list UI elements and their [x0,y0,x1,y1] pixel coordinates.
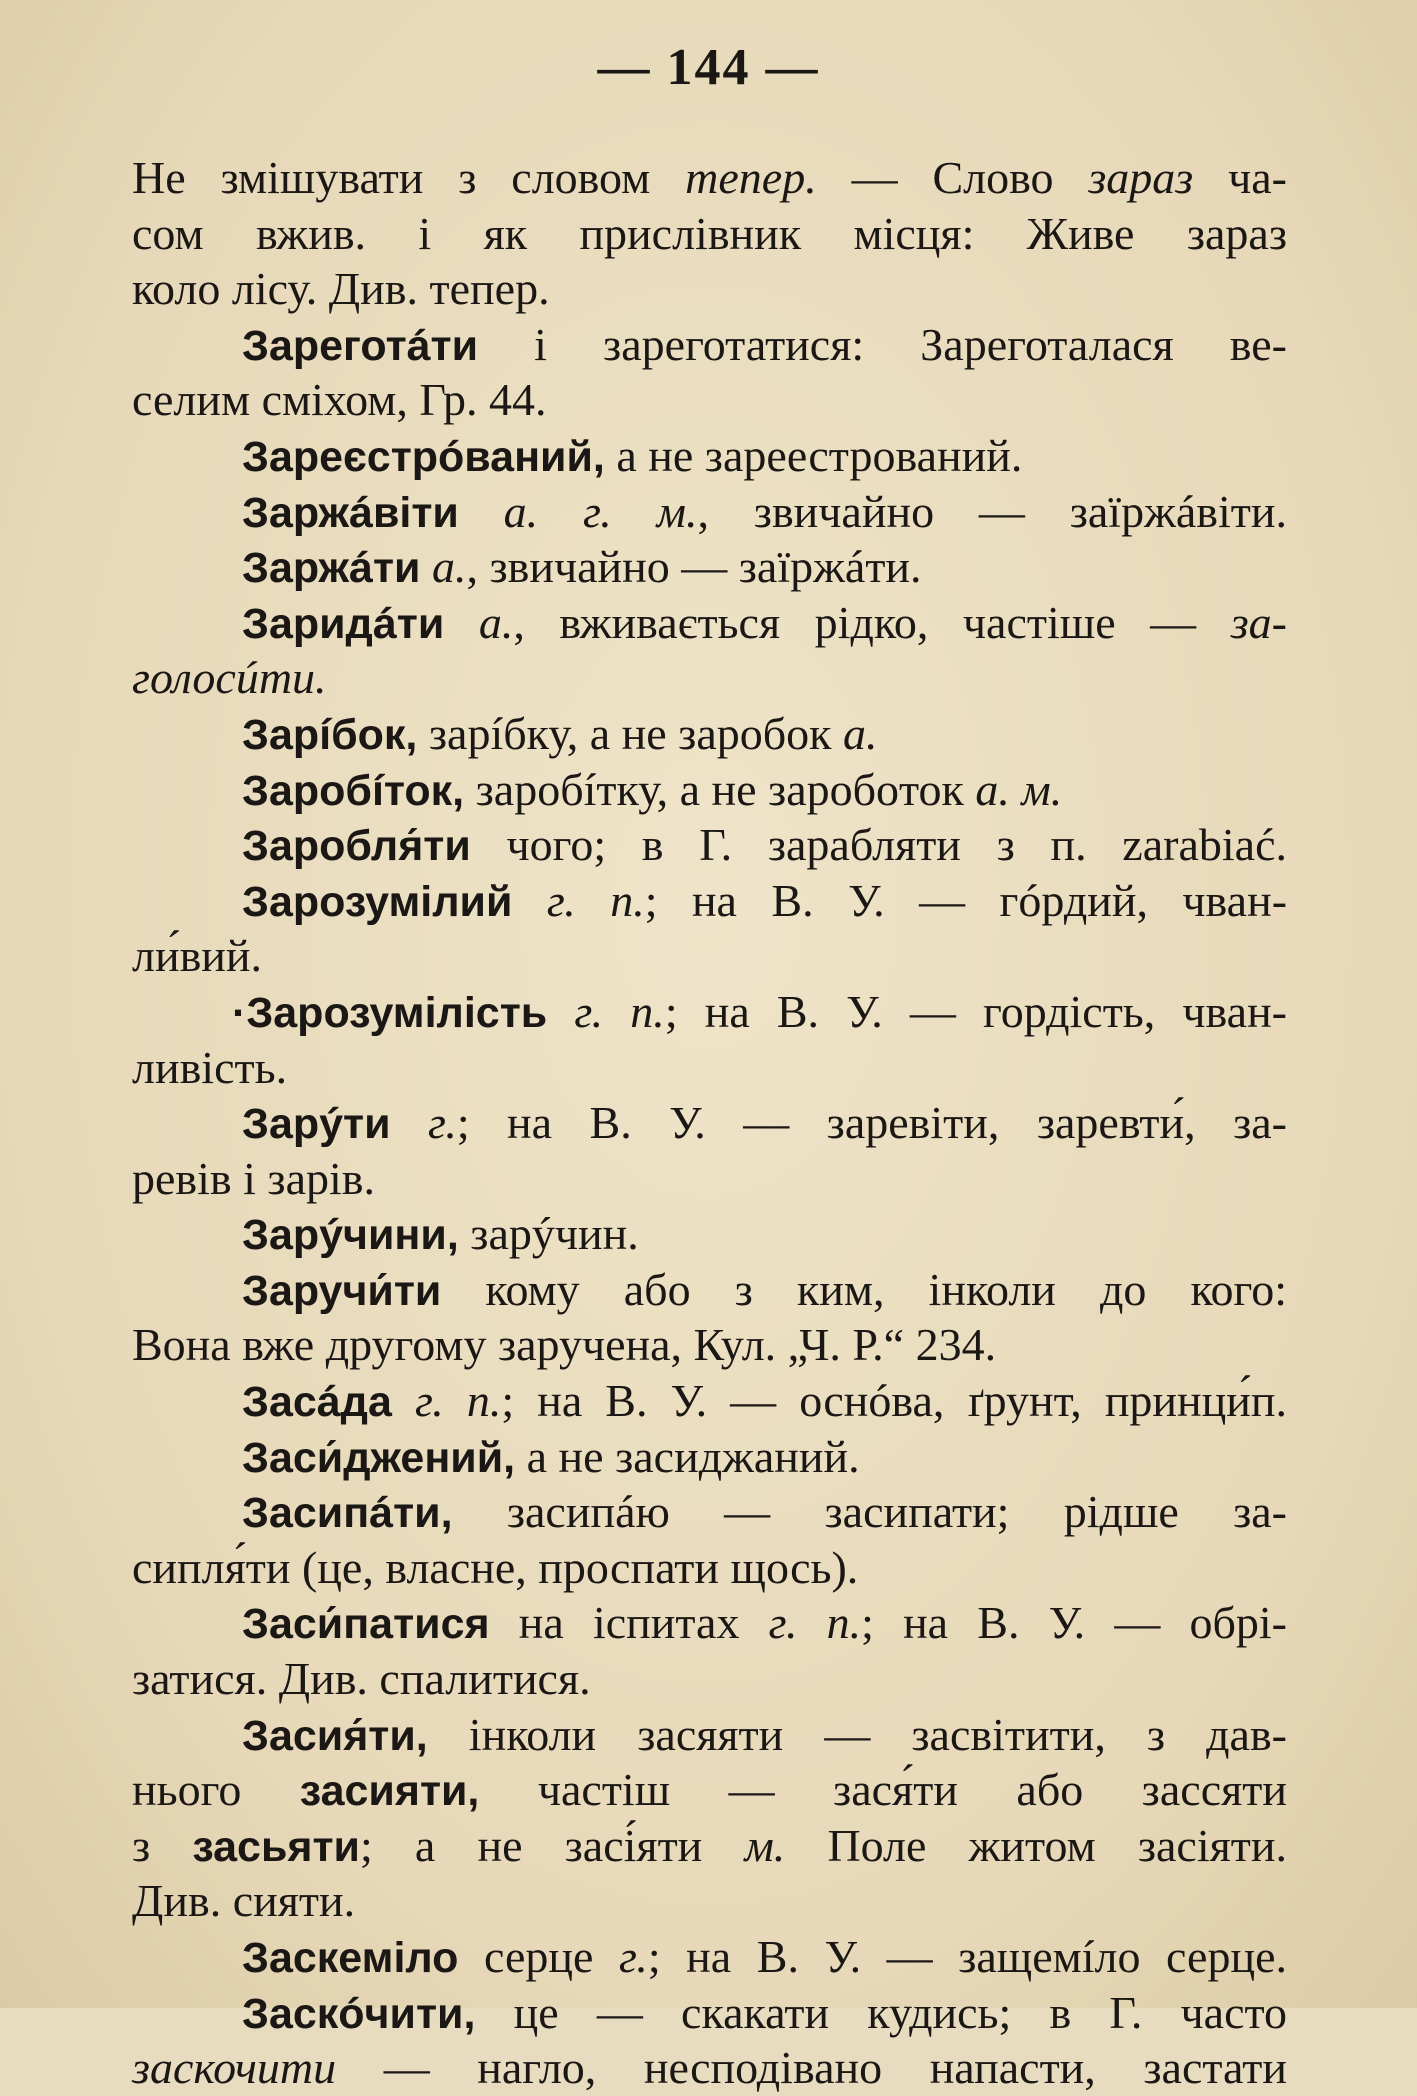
text-run: — Слово [816,152,1089,203]
dictionary-entry [132,1985,1287,2041]
text-run: зарýчин. [458,1208,639,1260]
text-run: ; на В. У. — обрі- [861,1597,1287,1649]
text-run: а не зареестрований. [604,429,1023,481]
text-run: , вживається рідко, частіше — [513,596,1231,648]
headword: Засипáти, [242,1489,453,1538]
italic-note: г. [427,1097,457,1149]
dictionary-entry [132,1929,1287,1985]
headword: Зарýти [242,1100,391,1149]
text-run [420,541,432,592]
headword: засьяти [192,1822,360,1871]
text-run: затися. Див. спалитися. [132,1653,591,1705]
text-run [547,986,574,1037]
text-line [132,1317,1287,1373]
text-line [132,928,1287,984]
headword: Заржáвіти [242,488,459,537]
text-run [392,1375,415,1426]
dictionary-entry [132,484,1287,540]
italic-note: г. п. [768,1597,862,1649]
text-line [132,1151,1287,1207]
italic-note: а. г. м. [503,485,698,537]
headword: Зарýчини, [242,1211,459,1260]
text-run: і зареготатися: Зареготалася ве- [478,318,1287,370]
dictionary-entry [132,595,1287,651]
text-run [459,486,504,537]
italic-note: г. п. [414,1375,502,1427]
dictionary-entry [132,1595,1287,1651]
text-line [132,150,1287,206]
text-run: ; на В. У. — заревіти, заревти́, за- [456,1097,1287,1149]
text-run: ; а не засі́яти [359,1819,745,1871]
text-run: ; на В. У. — защемíло серце. [647,1931,1287,1982]
dictionary-entry [132,317,1287,373]
text-run: ревів і зарів. [132,1152,376,1204]
text-line [132,1540,1287,1596]
italic-note: голосúти. [132,652,327,704]
headword: Зарíбок, [242,710,418,759]
headword: Зареготáти [242,321,479,370]
text-run: заробíтку, а не заробoток [464,763,976,815]
text-line [132,1762,1287,1818]
text-run: частіш — зася́ти або зассяти [479,1764,1287,1816]
text-run: , звичайно — заїржáвіти. [697,485,1287,537]
text-run: — нагло, несподівано напасти, застати [336,2042,1287,2094]
text-run: зарíбку, а не заробок [417,707,844,759]
headword: Заскóчити, [242,1989,476,2038]
text-line [132,1818,1287,1874]
dictionary-entry [132,1484,1287,1540]
text-run: засипáю — засипати; рідше за- [452,1486,1287,1538]
headword: Заридáти [242,599,445,648]
text-run: кому або з ким, інколи до кого: [441,1263,1287,1315]
text-run: серце [458,1931,619,1982]
text-run [391,1097,428,1148]
headword: Засáда [242,1378,392,1427]
dictionary-text [132,150,1287,2096]
text-line [132,1651,1287,1707]
text-run: а не засиджаний. [515,1430,860,1482]
italic-note: а. [478,596,514,648]
text-line [132,650,1287,706]
text-run: на іспитах [489,1597,769,1649]
headword: Заржáти [242,544,421,593]
text-run [444,597,479,648]
headword: Заси́джений, [242,1433,516,1482]
dictionary-entry [132,428,1287,484]
text-run: Не змішувати з словом [132,152,686,203]
text-run [512,875,546,926]
text-run: інколи засяяти — засвітити, з дав- [427,1708,1287,1760]
text-line [132,1873,1287,1929]
text-run: сом вжив. і як прислівник місця: Живе зараз [132,207,1287,259]
headword: ·Зарозумілість [232,988,548,1037]
text-run: ча- [1193,152,1287,203]
dictionary-entry [132,984,1287,1040]
dictionary-entry [132,1095,1287,1151]
headword: Зареєстрóваний, [242,432,605,481]
headword: Заручи́ти [242,1266,442,1315]
dictionary-entry [132,1373,1287,1429]
italic-note: а. м. [975,763,1063,815]
headword: Засия́ти, [242,1711,428,1760]
dictionary-entry [132,873,1287,929]
text-run: чого; в Г. зарабляти з п. zarabiać. [470,819,1287,871]
dictionary-entry [132,539,1287,595]
italic-note: а. [431,541,467,593]
text-line [132,372,1287,428]
dictionary-entry [132,706,1287,762]
headword: Заси́патися [242,1600,490,1649]
dictionary-entry [132,762,1287,818]
text-run: нього [132,1764,300,1816]
dictionary-entry [132,1707,1287,1763]
italic-note: м. [744,1819,786,1871]
text-line [132,261,1287,317]
italic-note: зараз [1088,152,1194,203]
headword: засияти, [299,1767,480,1816]
headword: Заскеміло [242,1934,459,1982]
italic-note: тепер. [685,152,817,203]
text-run: , звичайно — заїржáти. [466,541,922,593]
text-run: Див. сияти. [132,1875,356,1927]
text-line [132,206,1287,262]
page-number: — 144 — [597,39,820,96]
text-run: ливість. [132,1041,288,1093]
dictionary-entry [132,1206,1287,1262]
text-run: Поле житом засіяти. [785,1819,1287,1871]
headword: Заробíток, [242,766,465,815]
italic-note: за- [1230,596,1287,648]
italic-note: а. [843,707,878,759]
headword: Зарозумілий [242,877,513,926]
italic-note: заскочити [132,2042,337,2094]
text-run: ли́вий. [132,930,263,982]
text-run: з [132,1819,193,1871]
italic-note: г. п. [546,874,645,926]
dictionary-entry [132,817,1287,873]
text-run: ; на В. У. — оснóва, ґрунт, принци́п. [501,1375,1288,1427]
dictionary-entry [132,1429,1287,1485]
text-run: ; на В. У. — гóрдий, чван- [644,874,1288,926]
text-run: ; на В. У. — гордість, чван- [664,985,1287,1037]
italic-note: г. п. [574,985,665,1037]
text-run: коло лісу. Див. тепер. [132,263,550,315]
italic-note: г. [618,1931,648,1982]
dictionary-entry [132,1262,1287,1318]
text-run: сипля́ти (це, власне, проспати щось). [132,1541,859,1593]
text-line [132,2040,1287,2096]
text-run: Вона вже другому заручена, Кул. „Ч. Р.“ 234. [132,1319,997,1371]
headword: Заробля́ти [242,822,471,871]
text-line [132,1040,1287,1096]
text-run: це — скакати кудись; в Г. часто [475,1986,1287,2038]
text-run: селим сміхом, Гр. 44. [132,374,547,426]
